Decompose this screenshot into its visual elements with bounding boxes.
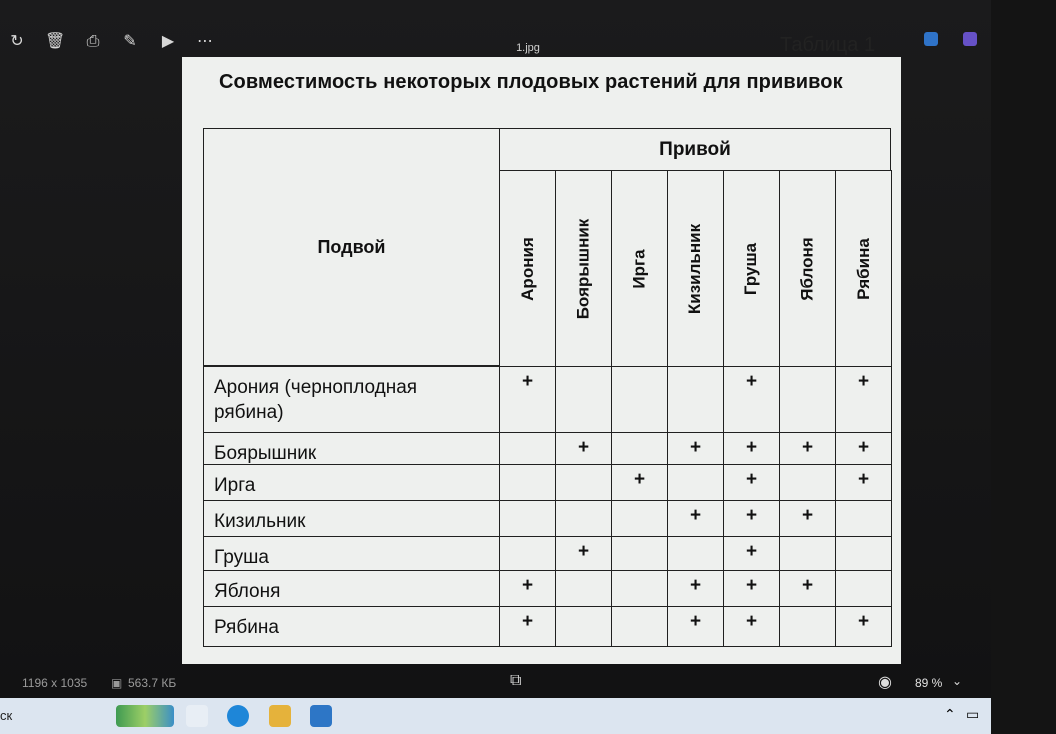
compatibility-cell (555, 500, 612, 537)
compatibility-cell (779, 464, 836, 501)
row-label: Кизильник (203, 500, 500, 537)
column-header-5 (779, 170, 836, 367)
app-shortcut-icon[interactable] (963, 32, 977, 46)
column-header-label: Ирга (629, 248, 649, 289)
compatibility-cell: + (555, 432, 612, 465)
column-header-2 (611, 170, 668, 367)
compatibility-cell: + (723, 500, 780, 537)
row-label: Груша (203, 536, 500, 571)
compatibility-cell: + (723, 464, 780, 501)
file-size-icon: ▣ (111, 676, 123, 690)
print-icon[interactable]: ⎙ (86, 33, 100, 50)
image-dimensions: 1196 x 1035 (22, 676, 88, 690)
row-label: Боярышник (203, 432, 500, 465)
file-size: 563.7 КБ (128, 676, 177, 690)
zoom-level[interactable]: 89 % (915, 676, 943, 690)
compatibility-cell (779, 606, 836, 647)
compatibility-cell (667, 464, 724, 501)
column-header-label: Рябина (853, 237, 873, 300)
compatibility-cell: + (667, 500, 724, 537)
compatibility-cell (499, 464, 556, 501)
compatibility-cell: + (723, 432, 780, 465)
edge-icon[interactable] (227, 705, 249, 727)
column-header-4 (723, 170, 780, 367)
compatibility-cell (667, 536, 724, 571)
delete-icon[interactable]: 🗑 (45, 33, 66, 50)
compatibility-cell: + (499, 366, 556, 433)
compatibility-cell (611, 432, 668, 465)
search-highlight-icon[interactable] (116, 705, 174, 727)
compatibility-cell: + (555, 536, 612, 571)
compatibility-cell (611, 366, 668, 433)
compatibility-cell (835, 536, 892, 571)
taskbar (0, 698, 991, 734)
network-icon[interactable]: ▭ (966, 706, 980, 722)
compatibility-cell (555, 366, 612, 433)
column-header-label: Яблоня (797, 236, 817, 301)
row-label: Яблоня (203, 570, 500, 607)
compatibility-cell: + (667, 432, 724, 465)
compatibility-cell (779, 536, 836, 571)
table-caption: Таблица 1 (780, 34, 876, 56)
compatibility-cell: + (723, 570, 780, 607)
column-header-3 (667, 170, 724, 367)
compatibility-cell (611, 536, 668, 571)
slideshow-icon[interactable]: ▶ (161, 33, 175, 50)
row-label: Арония (черноплодная рябина) (203, 366, 500, 433)
compatibility-cell: + (779, 432, 836, 465)
edit-icon[interactable]: ✎ (123, 33, 137, 50)
column-header-label: Груша (741, 242, 761, 295)
compatibility-cell: + (723, 366, 780, 433)
view-icon[interactable]: ◉ (878, 674, 892, 691)
compatibility-cell (555, 606, 612, 647)
compatibility-cell: + (667, 606, 724, 647)
photos-icon[interactable] (310, 705, 332, 727)
compatibility-cell (835, 500, 892, 537)
more-icon[interactable]: ⋯ (197, 33, 213, 50)
compatibility-cell: + (499, 606, 556, 647)
rotate-icon[interactable]: ↻ (10, 33, 24, 50)
compatibility-cell (667, 366, 724, 433)
file-explorer-icon[interactable] (269, 705, 291, 727)
document-title: Совместимость некоторых плодовых растений для прививок (219, 71, 843, 93)
column-header-label: Кизильник (685, 223, 705, 314)
compatibility-table (203, 128, 893, 652)
compatibility-cell: + (835, 464, 892, 501)
column-header-label: Боярышник (573, 218, 593, 319)
column-header-label: Арония (517, 236, 537, 301)
compatibility-cell: + (667, 570, 724, 607)
chevron-up-icon[interactable]: ⌃ (944, 706, 956, 722)
compatibility-cell (611, 500, 668, 537)
compatibility-cell (499, 500, 556, 537)
column-header-1 (555, 170, 612, 367)
compatibility-cell (611, 570, 668, 607)
compatibility-cell: + (835, 366, 892, 433)
compatibility-cell (499, 536, 556, 571)
file-title: 1.jpg (516, 42, 540, 54)
compatibility-cell (779, 366, 836, 433)
compatibility-cell: + (723, 536, 780, 571)
compatibility-cell: + (779, 500, 836, 537)
compatibility-cell (499, 432, 556, 465)
compatibility-cell: + (835, 606, 892, 647)
column-header-0 (499, 170, 556, 367)
scion-header: Привой (499, 128, 891, 171)
rootstock-header: Подвой (203, 128, 500, 366)
compatibility-cell (835, 570, 892, 607)
fit-screen-icon[interactable]: ⧉ (510, 672, 522, 689)
row-label: Ирга (203, 464, 500, 501)
compatibility-cell: + (779, 570, 836, 607)
compatibility-cell: + (611, 464, 668, 501)
row-label: Рябина (203, 606, 500, 647)
compatibility-cell (555, 570, 612, 607)
compatibility-cell: + (835, 432, 892, 465)
chevron-down-icon[interactable]: ⌄ (952, 674, 963, 688)
compatibility-cell: + (499, 570, 556, 607)
compatibility-cell (611, 606, 668, 647)
column-header-6 (835, 170, 892, 367)
task-view-icon[interactable] (186, 705, 208, 727)
status-bar (0, 664, 991, 698)
compatibility-cell: + (723, 606, 780, 647)
compatibility-cell (555, 464, 612, 501)
search-box-text[interactable]: ск (0, 708, 13, 723)
